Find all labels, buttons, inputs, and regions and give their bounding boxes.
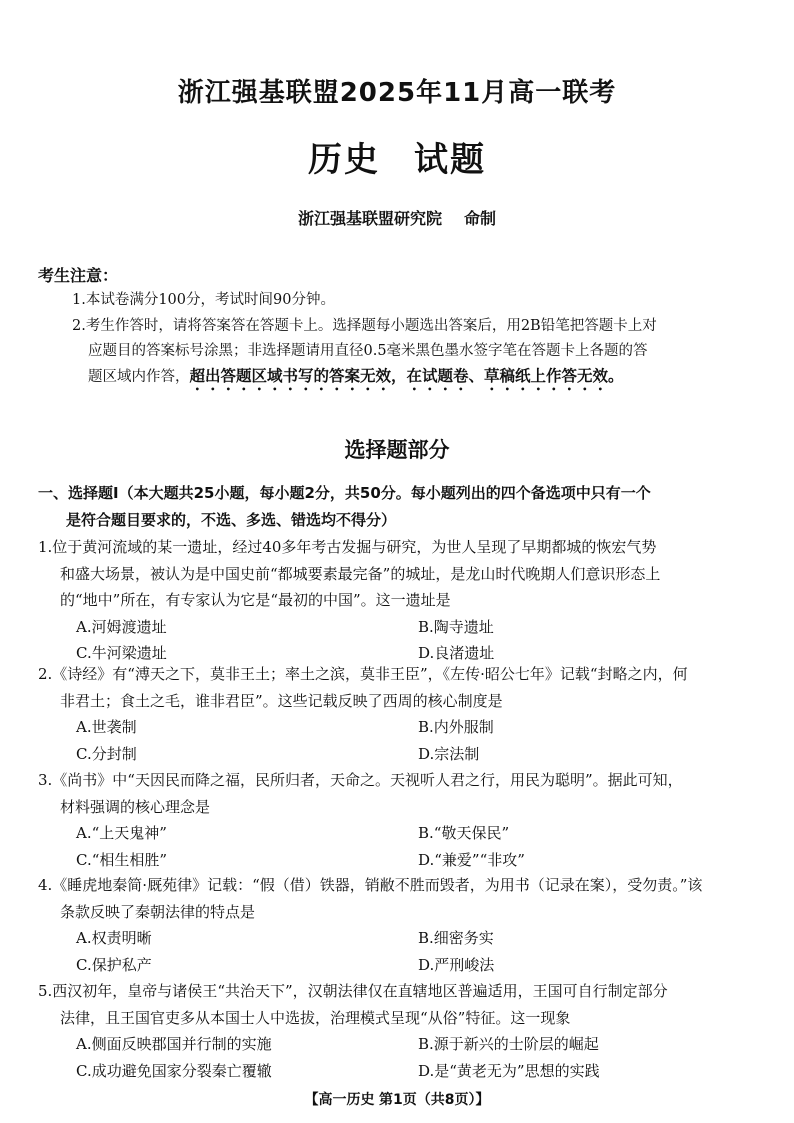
option-d[interactable]: D.严刑峻法	[418, 955, 495, 974]
stem-line: 材料强调的核心理念是	[60, 797, 211, 816]
option-c[interactable]: C.分封制	[76, 744, 137, 763]
question-stem	[38, 872, 760, 925]
question-3	[38, 767, 760, 873]
subject-name: 历史	[308, 140, 380, 180]
option-a[interactable]: A.“上天鬼神”	[76, 824, 167, 842]
notice-item-2	[72, 314, 762, 394]
notice-item-2-line2: 应题目的答案标号涂黑；非选择题请用直径0.5毫米黑色墨水签字笔在答题卡上各题的答	[88, 343, 648, 359]
question-1	[38, 534, 760, 667]
instructions-line1: 一、选择题Ⅰ（本大题共25小题，每小题2分，共50分。每小题列出的四个备选项中只有一个	[38, 484, 651, 502]
question-stem	[38, 767, 760, 820]
footer-label: 【高一历史	[304, 1092, 375, 1108]
stem-line: 3.《尚书》中“天因民而降之福，民所归者，天命之。天视听人君之行，用民为聪明”。据此可知，	[38, 771, 683, 789]
publisher-name: 浙江强基联盟研究院	[297, 209, 442, 228]
publisher-line	[0, 206, 794, 229]
footer-page: 第1页（共8页）】	[378, 1092, 490, 1108]
notice-title: 考生注意：	[38, 266, 119, 285]
notice-item-2-line1: 2.考生作答时，请将答案答在答题卡上。选择题每小题选出答案后，用2B铅笔把答题卡上对	[72, 318, 657, 334]
options	[38, 1031, 760, 1084]
question-5	[38, 978, 760, 1084]
question-stem	[38, 978, 760, 1031]
notice-item-2-line3	[72, 364, 762, 394]
stem-line: 1.位于黄河流域的某一遗址，经过40多年考古发掘与研究，为世人呈现了早期都城的恢宏气势	[38, 538, 657, 556]
option-b[interactable]: B.内外服制	[418, 718, 494, 736]
subject-suffix: 试题	[414, 140, 486, 180]
stem-line: 条款反映了秦朝法律的特点是	[60, 902, 256, 921]
option-c[interactable]: C.牛河梁遗址	[76, 644, 167, 662]
question-stem	[38, 534, 760, 614]
stem-line: 的“地中”所在，有专家认为它是“最初的中国”。这一遗址是	[60, 591, 451, 609]
section-instructions	[38, 480, 758, 534]
options	[38, 714, 760, 767]
stem-line: 法律，且王国官吏多从本国士人中选拔，治理模式呈现“从俗”特征。这一现象	[60, 1008, 571, 1027]
option-c[interactable]: C.“相生相胜”	[76, 850, 168, 869]
option-b[interactable]: B.“敬天保民”	[418, 824, 510, 842]
option-d[interactable]: D.良渚遗址	[418, 644, 495, 662]
notice-item-2-line3-text: 题区域内作答，	[88, 369, 190, 385]
subject-title	[0, 132, 794, 181]
page-footer	[0, 1089, 794, 1109]
publisher-suffix: 命制	[464, 209, 497, 228]
question-4	[38, 872, 760, 978]
stem-line: 非君土；食土之毛，谁非君臣”。这些记载反映了西周的核心制度是	[60, 691, 503, 710]
question-2	[38, 661, 760, 767]
option-a[interactable]: A.世袭制	[76, 718, 137, 736]
options	[38, 614, 760, 667]
option-d[interactable]: D.“兼爱”“非攻”	[418, 850, 525, 869]
option-a[interactable]: A.侧面反映郡国并行制的实施	[76, 1035, 272, 1053]
option-c[interactable]: C.保护私产	[76, 955, 152, 974]
options	[38, 820, 760, 873]
options	[38, 925, 760, 978]
stem-line: 2.《诗经》有“溥天之下，莫非王土；率土之滨，莫非王臣”，《左传·昭公七年》记载“封略之内，何	[38, 665, 688, 683]
option-b[interactable]: B.细密务实	[418, 929, 494, 947]
option-c[interactable]: C.成功避免国家分裂秦亡覆辙	[76, 1061, 272, 1080]
option-b[interactable]: B.陶寺遗址	[418, 617, 494, 636]
stem-line: 和盛大场景，被认为是中国史前“都城要素最完备”的城址，是龙山时代晚期人们意识形态上	[60, 564, 661, 583]
question-stem	[38, 661, 760, 714]
notice-emphasis: 超出答题区域书写的答案无效，在试题卷、草稿纸上作答无效。	[189, 367, 624, 385]
section-title: 选择题部分	[344, 438, 450, 462]
option-a[interactable]: A.权责明晰	[76, 929, 152, 947]
exam-title: 浙江强基联盟2025年11月高一联考	[177, 78, 617, 108]
option-d[interactable]: D.宗法制	[418, 744, 480, 763]
option-d[interactable]: D.是“黄老无为”思想的实践	[418, 1061, 600, 1080]
stem-line: 5.西汉初年，皇帝与诸侯王“共治天下”，汉朝法律仅在直辖地区普遍适用，王国可自行制定部分	[38, 982, 668, 1000]
notice-item-1: 1.本试卷满分100分，考试时间90分钟。	[72, 292, 335, 308]
option-b[interactable]: B.源于新兴的士阶层的崛起	[418, 1035, 599, 1053]
instructions-line2: 是符合题目要求的，不选、多选、错选均不得分）	[66, 511, 397, 529]
stem-line: 4.《睡虎地秦简·厩苑律》记载：“假（借）铁器，销敝不胜而毁者，为用书（记录在案），受勿责。”该	[38, 876, 703, 894]
option-a[interactable]: A.河姆渡遗址	[76, 617, 167, 636]
